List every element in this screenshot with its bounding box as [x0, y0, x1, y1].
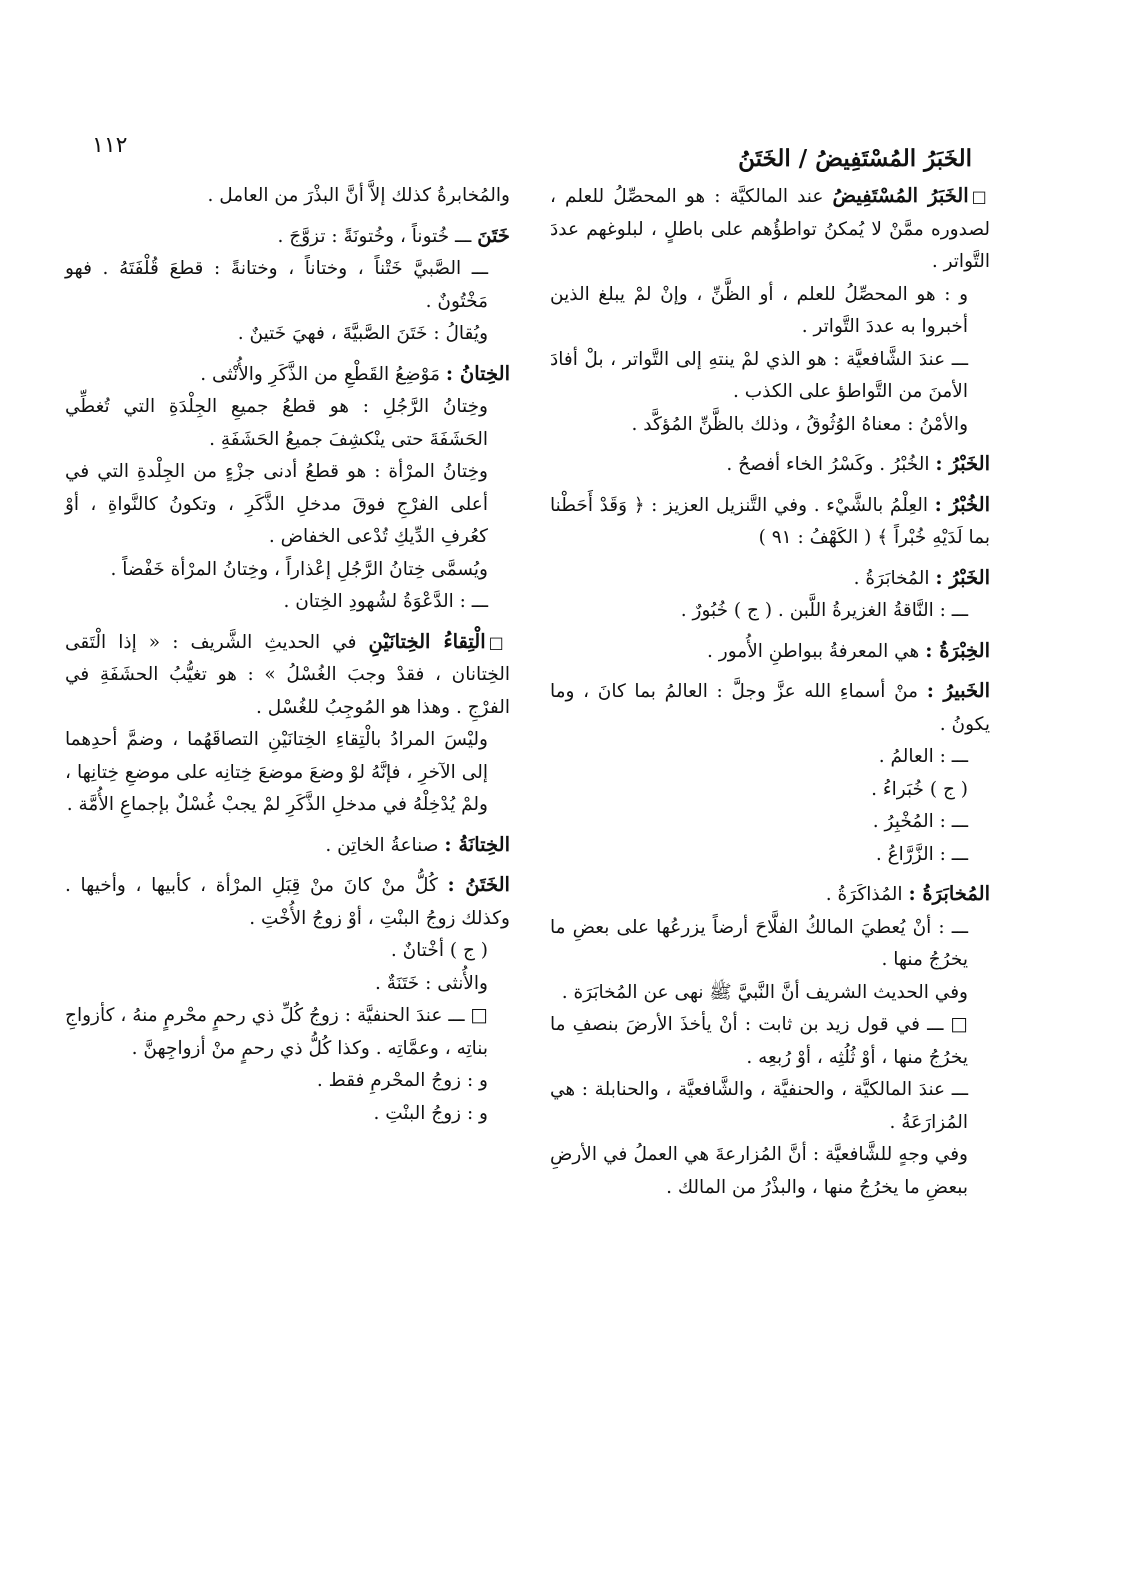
entry-text: مَوْضِعُ القَطْعِ من الذَّكَرِ والأُنْثى . [200, 363, 441, 385]
entry-line [550, 279, 990, 344]
entry-text: ـــ : العالمُ . [878, 746, 968, 767]
entry-text: والأُنثى : خَتَنَةٌ . [374, 972, 488, 994]
entry-text: ـــ : أنْ يُعطيَ المالكُ الفلَّاحَ أرضاً يزرعُها على بعضِ ما يخرُجُ منها . [550, 916, 968, 970]
entry-line [65, 935, 510, 968]
entry-text: ـــ عندَ الشَّافعيَّة : هو الذي لمْ ينتهِ إلى التَّواتر ، بلْ أفادَ الأمنَ من التَّواطؤ على الكذب . [550, 348, 968, 402]
entry-text: ـــ : الدَّعْوَةُ لشُهودِ الخِتان . [283, 591, 488, 612]
entry-line [550, 912, 990, 977]
entry-line [550, 741, 990, 774]
entry-text: ـــ الصَّبيَّ خَتْناً ، وختاناً ، وختانةً : قطعَ قُلْفَتَهُ . فهو مَخْتُونٌ . [65, 258, 488, 312]
entry-text: ويُقالُ : خَتَنَ الصَّبيَّةَ ، فهيَ خَتينٌ . [237, 323, 488, 344]
entry-text: ـــ خُتوناً ، وخُتونَةً : تزوَّجَ . [277, 225, 472, 247]
dictionary-entry [65, 358, 510, 619]
entry-line [550, 1074, 990, 1139]
dictionary-entry [65, 180, 510, 213]
entry-headword: الخِبْرَةُ : [925, 638, 990, 662]
entry-text: العِلْمُ بالشَّيْء . وفي التَّنزيل العزيز : ﴿ وَقَدْ أَحَطْنا بما لَدَيْهِ خُبْراً ﴾ ( الكَهْفُ : ٩١ ) [550, 494, 990, 548]
left-column [65, 180, 510, 1137]
entry-text: ـــ : المُخْبِرُ . [872, 811, 968, 832]
dictionary-entry [65, 220, 510, 351]
dictionary-entry [65, 626, 510, 822]
entry-line [65, 1000, 510, 1065]
entry-text: وليْسَ المرادُ بالْتِقاءِ الخِتانَيْنِ التصاقَهُما ، وضمَّ أحدِهما إلى الآخرِ ، فإنَّهُ لوْ وضعَ موضعَ خِتانِه على موضعِ خِتانِها ، ولمْ يُدْخِلْهُ في مدخلِ الذَّكَرِ لمْ يجبْ غُسْلٌ بإجماعِ الأُمَّة . [65, 729, 488, 815]
entry-line [65, 358, 510, 392]
entry-line [550, 774, 990, 807]
dictionary-entry [550, 562, 990, 628]
entry-line [65, 391, 510, 456]
dictionary-entry [550, 180, 990, 441]
entry-headword: الخُبْرُ : [934, 492, 990, 516]
box-marker-icon: □ [971, 187, 990, 206]
entry-line [65, 318, 510, 351]
entry-line [550, 635, 990, 669]
entry-text: و : زوجُ المحْرمِ فقط . [316, 1070, 488, 1091]
entry-headword: الخِتانَةُ : [444, 832, 510, 856]
entry-text: ( ج ) أخْتانٌ . [390, 940, 488, 961]
entry-text: ( ج ) خُبَراءُ . [871, 778, 968, 800]
entry-line [65, 1065, 510, 1098]
entry-line [65, 724, 510, 822]
entry-text: ويُسمَّى خِتانُ الرَّجُلِ إعْذاراً ، وخِتانُ المرْأة خَفْضاً . [110, 558, 488, 580]
entry-text: وفي وجهٍ للشَّافعيَّة : أنَّ المُزارعةَ هي العملُ في الأرضِ ببعضِ ما يخرُجُ منها ، والبذْرُ من المالك . [550, 1144, 968, 1198]
entry-text: الخُبْرُ . وكَسْرُ الخاء أفصحُ . [726, 454, 930, 475]
entry-text: عند المالكيَّة : هو المحصِّلُ للعلم ، لصدوره ممَّنْ لا يُمكنُ تواطؤُهم على باطلٍ ، لبلوغهم عددَ التَّواتر . [550, 186, 990, 272]
entry-text: والمُخابرةُ كذلك إلاَّ أنَّ البذْرَ من العامل . [207, 185, 510, 206]
entry-headword: خَتَنَ [477, 223, 510, 247]
entry-headword: الخَبَرُ المُسْتَفِيضُ [832, 184, 969, 207]
entry-text: وخِتانُ الرَّجُلِ : هو قطعُ جميعِ الجِلْدَةِ التي تُغطِّي الحَشَفَةَ حتى ينْكشِفَ جميعُ الحَشَفَةِ . [65, 396, 488, 450]
entry-line [550, 1009, 990, 1074]
entry-line [65, 1098, 510, 1131]
entry-line [550, 448, 990, 482]
entry-line [550, 180, 990, 279]
entry-headword: الخِتانُ : [445, 361, 510, 385]
entry-text: □ ـــ عندَ الحنفيَّة : زوجُ كُلِّ ذي رحمٍ محْرمٍ منهُ ، كأزواجِ بناتِه ، وعمَّاتِه . وكذا كُلُّ ذي رحمٍ منْ أزواجِهنَّ . [65, 1005, 488, 1059]
entry-line [65, 829, 510, 863]
running-header: الخَبَرُ المُسْتَفِيضُ / الخَتَنُ [738, 145, 972, 172]
entry-text: كُلُّ منْ كانَ منْ قِبَلِ المرْأة ، كأبيها ، وأخيها . وكذلك زوجُ البنْتِ ، أوْ زوجُ الأُخْتِ . [65, 875, 510, 929]
entry-headword: الخَبيرُ : [926, 679, 990, 702]
entry-text: وخِتانُ المرْأة : هو قطعُ أدنى جزْءٍ من الجِلْدةِ التي في أعلى الفرْجِ فوقَ مدخلِ الذَّكَرِ ، وتكونُ كالنَّواةِ ، أوْ كعُرفِ الدِّيكِ تُدْعى الخفاض . [65, 461, 488, 547]
entry-line [550, 562, 990, 596]
entry-text: و : زوجُ البنْتِ . [373, 1102, 488, 1124]
entry-text: ـــ : الزَّرَّاعُ . [875, 843, 968, 865]
box-marker-icon: □ [488, 632, 510, 652]
entry-text: ـــ : النَّاقةُ الغزيرةُ اللَّبن . ( ج ) خُبُورٌ . [680, 600, 968, 621]
right-column [550, 180, 990, 1211]
entry-headword: الخَبْرُ : [935, 452, 990, 475]
entry-text: منْ أسماءِ الله عزَّ وجلَّ : العالمُ بما كانَ ، وما يكونُ . [550, 681, 990, 735]
entry-line [65, 869, 510, 935]
entry-text: المُذاكَرَةُ . [825, 884, 903, 905]
entry-line [550, 344, 990, 409]
entry-line [65, 220, 510, 254]
entry-text: □ ـــ في قول زيد بن ثابت : أنْ يأخذَ الأرضَ بنصفِ ما يخرُجُ منها ، أوْ ثُلُثِه ، أوْ رُبعِه . [550, 1014, 968, 1068]
entry-line [550, 595, 990, 628]
entry-text: والأمْنُ : معناهُ الوُثُوقُ ، وذلك بالظَّنِّ المُؤكَّد . [631, 413, 968, 435]
dictionary-entry [550, 878, 990, 1204]
entry-text: في الحديثِ الشَّريف : « إذا الْتَقى الخِتانان ، فقدْ وجبَ الغُسْلُ » : هو تغيُّبُ الحشَفَةِ في الفرْجِ . وهذا هو المُوجِبُ للغُسْل . [65, 631, 510, 718]
entry-text: المُخابَرَةُ . [853, 567, 930, 589]
entry-headword: الخَبْرُ : [935, 565, 990, 589]
entry-line [65, 180, 510, 213]
entry-text: هي المعرفةُ ببواطنِ الأُمور . [707, 640, 920, 662]
dictionary-entry [65, 869, 510, 1130]
entry-line [550, 806, 990, 839]
dictionary-entry [65, 829, 510, 863]
page-number: ١١٢ [92, 133, 128, 158]
entry-text: وفي الحديث الشريف أنَّ النَّبيَّ ﷺ نهى عن المُخابَرَة . [561, 981, 968, 1003]
dictionary-entry [550, 675, 990, 871]
entry-line [65, 554, 510, 587]
entry-text: و : هو المحصِّلُ للعلم ، أو الظَّنِّ ، وإنْ لمْ يبلغ الذين أخبروا به عددَ التَّواتر . [550, 283, 968, 337]
entry-line [65, 626, 510, 725]
dictionary-entry [550, 489, 990, 555]
entry-line [550, 409, 990, 442]
entry-headword: الخَتَنُ : [447, 873, 510, 896]
entry-line [65, 586, 510, 619]
entry-line [550, 839, 990, 872]
dictionary-entry [550, 635, 990, 669]
entry-line [65, 456, 510, 554]
entry-line [65, 968, 510, 1001]
entry-text: ـــ عندَ المالكيَّة ، والحنفيَّة ، والشَّافعيَّة ، والحنابلة : هي المُزارَعَةُ . [550, 1079, 968, 1133]
dictionary-entry [550, 448, 990, 482]
entry-text: صناعةُ الخاتِن . [325, 834, 439, 856]
entry-line [550, 489, 990, 555]
entry-line [550, 1139, 990, 1204]
entry-line [550, 878, 990, 912]
entry-line [65, 253, 510, 318]
entry-line [550, 675, 990, 741]
entry-headword: الْتِقاءُ الخِتانَيْنِ [368, 629, 486, 653]
entry-headword: المُخابَرَةُ : [908, 882, 990, 905]
entry-line [550, 977, 990, 1010]
